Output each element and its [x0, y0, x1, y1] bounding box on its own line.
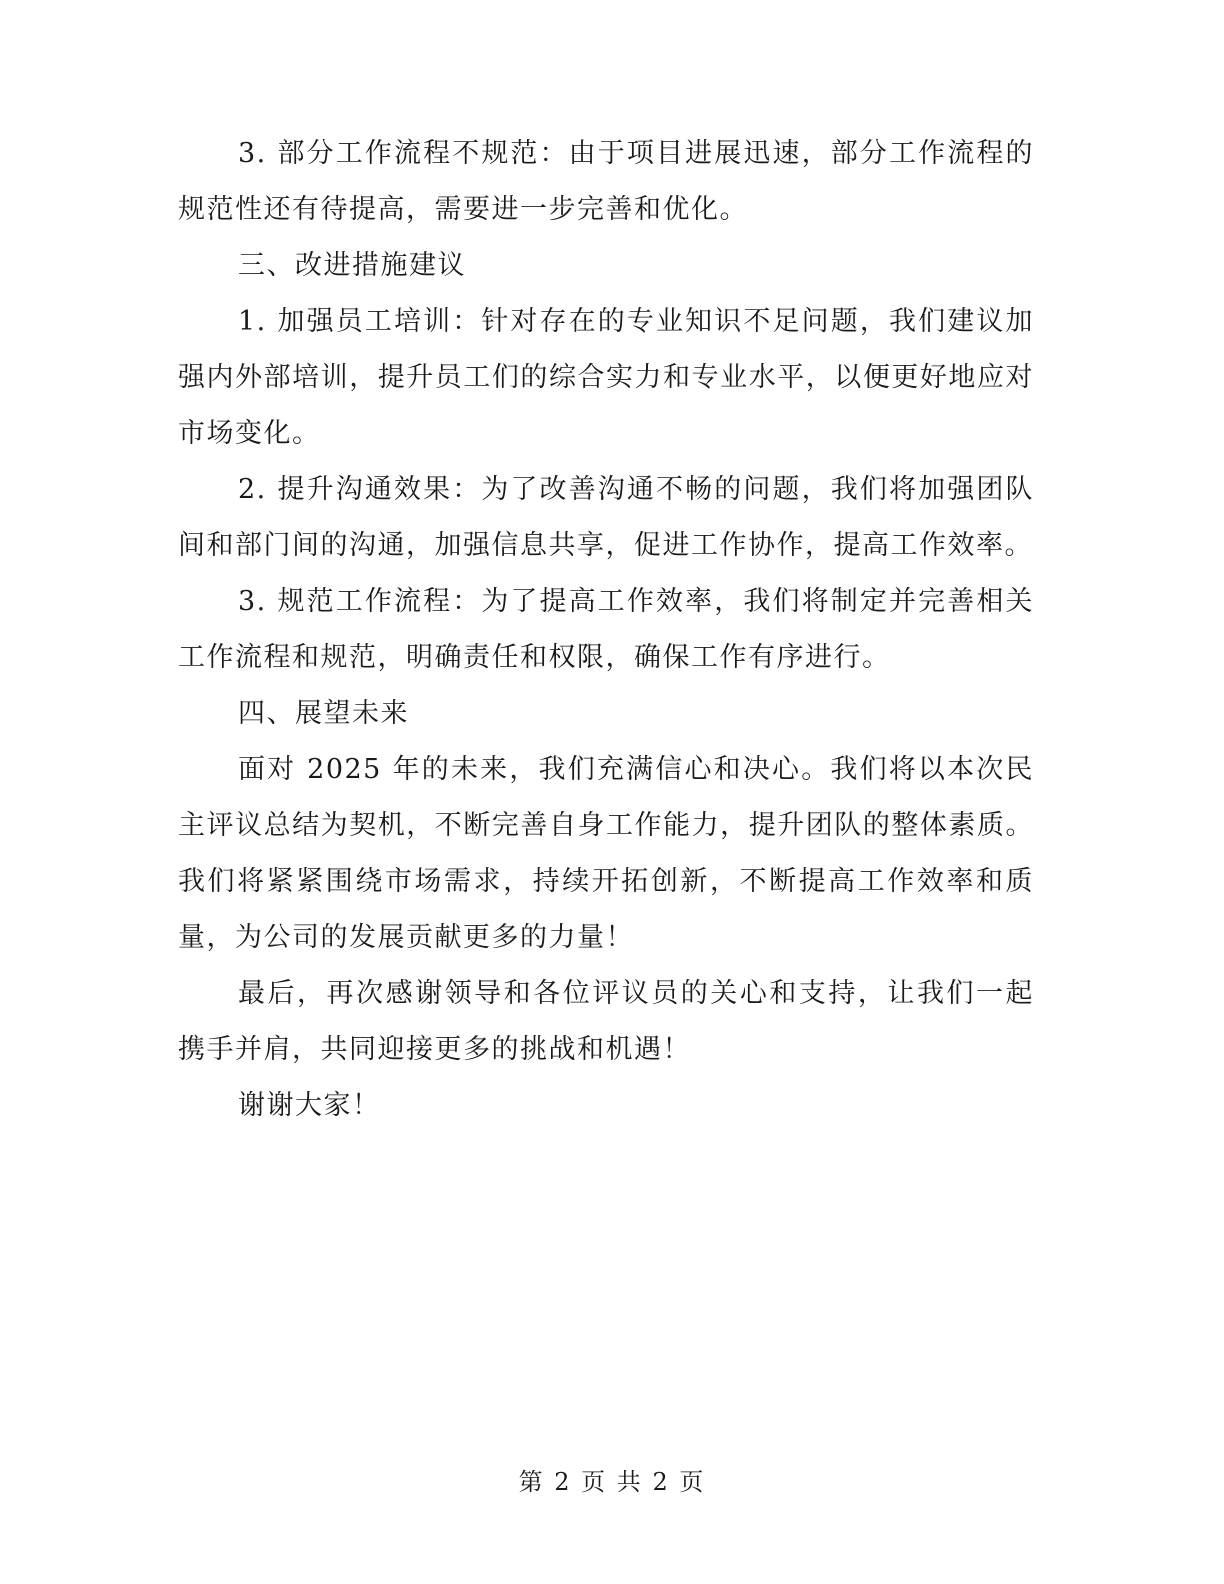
paragraph-future: 面对 2025 年的未来，我们充满信心和决心。我们将以本次民主评议总结为契机，不断完善自身工作能力，提升团队的整体素质。我们将紧紧围绕市场需求，持续开拓创新，不断提高工作效率和质量，为公司的发展贡献更多的力量！ [178, 754, 1034, 953]
document-body [178, 126, 1034, 1134]
paragraph-thanks-leaders: 最后，再次感谢领导和各位评议员的关心和支持，让我们一起携手并肩，共同迎接更多的挑战和机遇！ [178, 978, 1034, 1065]
section-heading-outlook: 四、展望未来 [238, 698, 409, 729]
paragraph-training: 1. 加强员工培训：针对存在的专业知识不足问题，我们建议加强内外部培训，提升员工们的综合实力和专业水平，以便更好地应对市场变化。 [178, 306, 1034, 449]
paragraph-communication: 2. 提升沟通效果：为了改善沟通不畅的问题，我们将加强团队间和部门间的沟通，加强信息共享，促进工作协作，提高工作效率。 [178, 474, 1034, 561]
section-heading-improvements: 三、改进措施建议 [238, 250, 466, 281]
page-number-footer: 第 2 页 共 2 页 [518, 1468, 706, 1496]
paragraph-item-3-workflow: 3. 部分工作流程不规范：由于项目进展迅速，部分工作流程的规范性还有待提高，需要进一步完善和优化。 [178, 138, 1034, 225]
paragraph-closing: 谢谢大家！ [238, 1090, 381, 1121]
paragraph-standardize-workflow: 3. 规范工作流程：为了提高工作效率，我们将制定并完善相关工作流程和规范，明确责任和权限，确保工作有序进行。 [178, 586, 1034, 673]
